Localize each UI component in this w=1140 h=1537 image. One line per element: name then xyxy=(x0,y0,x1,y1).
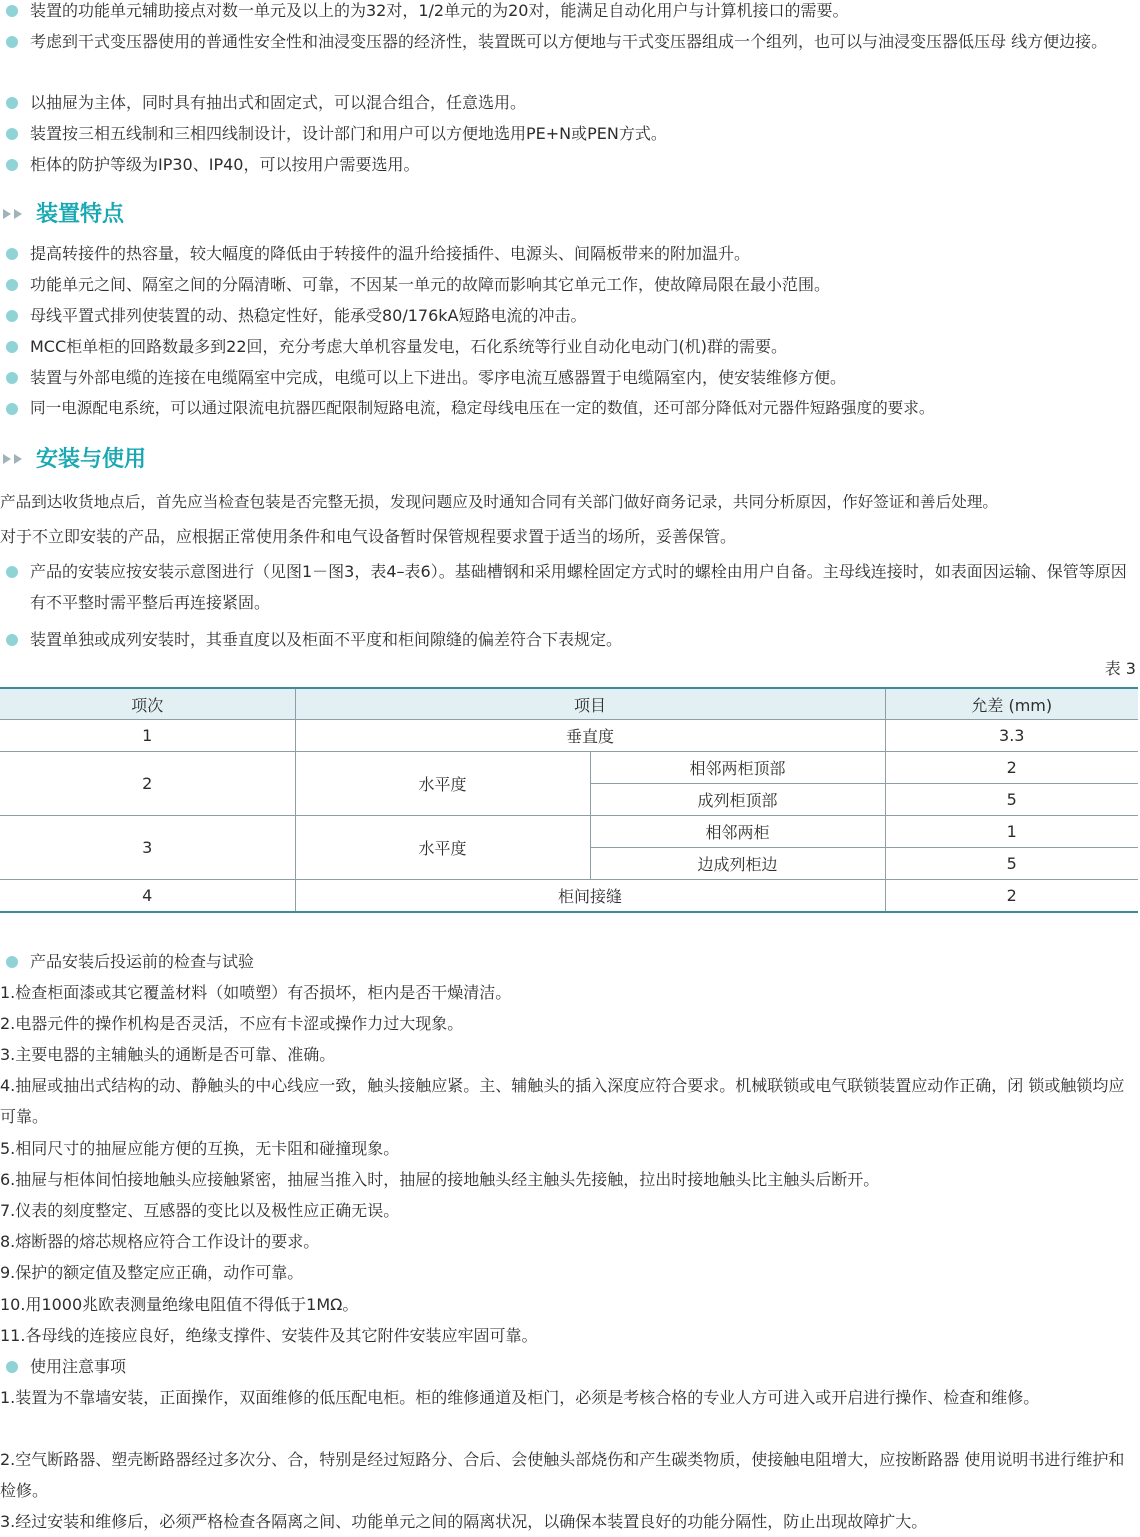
checks-title: 产品安装后投运前的检查与试验 xyxy=(0,946,1140,977)
table-cell: 相邻两柜 xyxy=(590,816,885,848)
intro-bullet: 考虑到干式变压器使用的普通性安全性和油浸变压器的经济性，装置既可以方便地与干式变压器组成一个组列，也可以与油浸变压器低压母 线方便边接。 xyxy=(0,26,1140,57)
circle-bullet-icon xyxy=(6,1361,18,1373)
table-header: 项次 xyxy=(0,688,295,720)
table-cell: 边成列柜边 xyxy=(590,848,885,880)
table-cell: 成列柜顶部 xyxy=(590,784,885,816)
circle-bullet-icon xyxy=(6,97,18,109)
circle-bullet-icon xyxy=(6,5,18,17)
check-item: 7.仪表的刻度整定、互感器的变比以及极性应正确无误。 xyxy=(0,1201,400,1220)
check-item: 1.检查柜面漆或其它覆盖材料（如喷塑）有否损坏，柜内是否干燥清洁。 xyxy=(0,983,512,1002)
check-item: 11.各母线的连接应良好，绝缘支撑件、安装件及其它附件安装应牢固可靠。 xyxy=(0,1326,538,1345)
circle-bullet-icon xyxy=(6,279,18,291)
check-item: 3.主要电器的主辅触头的通断是否可靠、准确。 xyxy=(0,1045,336,1064)
table-header: 项目 xyxy=(295,688,885,720)
feature-bullet: 母线平置式排列使装置的动、热稳定性好，能承受80/176kA短路电流的冲击。 xyxy=(0,300,1140,331)
double-triangle-arrow-icon xyxy=(0,443,36,475)
circle-bullet-icon xyxy=(6,310,18,322)
table-cell: 柜间接缝 xyxy=(295,880,885,913)
table-cell: 5 xyxy=(885,848,1138,880)
table-cell: 水平度 xyxy=(295,816,590,880)
feature-bullet: 装置与外部电缆的连接在电缆隔室中完成，电缆可以上下进出。零序电流互感器置于电缆隔室内，使安装维修方便。 xyxy=(0,362,1140,393)
circle-bullet-icon xyxy=(6,634,18,646)
table-cell: 5 xyxy=(885,784,1138,816)
circle-bullet-icon xyxy=(6,956,18,968)
install-bullet: 装置单独或成列安装时，其垂直度以及柜面不平度和柜间隙缝的偏差符合下表规定。 xyxy=(0,624,1140,655)
check-item: 5.相同尺寸的抽屉应能方便的互换，无卡阻和碰撞现象。 xyxy=(0,1139,400,1158)
notes-title: 使用注意事项 xyxy=(0,1351,1140,1382)
table-cell: 2 xyxy=(0,752,295,816)
note-item: 2.空气断路器、塑壳断路器经过多次分、合，特别是经过短路分、合后、会使触头部烧伤和产生碳类物质，使接触电阻增大，应按断路器 使用说明书进行维护和检修。 xyxy=(0,1450,1125,1500)
note-item: 3.经过安装和维修后，必须严格检查各隔离之间、功能单元之间的隔离状况，以确保本装置良好的功能分隔性，防止出现故障扩大。 xyxy=(0,1512,928,1531)
table-row xyxy=(0,880,1138,913)
table-cell: 1 xyxy=(885,816,1138,848)
table-cell: 4 xyxy=(0,880,295,913)
feature-bullet: 提高转接件的热容量，较大幅度的降低由于转接件的温升给接插件、电源头、间隔板带来的附加温升。 xyxy=(0,238,1140,269)
table-cell: 相邻两柜顶部 xyxy=(590,752,885,784)
section-heading-features: 装置特点 xyxy=(0,199,124,231)
table-header: 允差 (mm) xyxy=(885,688,1138,720)
double-triangle-arrow-icon xyxy=(0,198,36,230)
install-bullet: 产品的安装应按安装示意图进行（见图1－图3，表4–表6）。基础槽钢和采用螺栓固定方式时的螺栓由用户自备。主母线连接时，如表面因运输、保管等原因有不平整时需平整后再连接紧固。 xyxy=(0,556,1140,618)
circle-bullet-icon xyxy=(6,403,18,415)
note-item: 1.装置为不靠墙安装，正面操作，双面维修的低压配电柜。柜的维修通道及柜门，必须是考核合格的专业人方可进入或开启进行操作、检查和维修。 xyxy=(0,1388,1040,1407)
circle-bullet-icon xyxy=(6,341,18,353)
intro-bullet: 装置的功能单元辅助接点对数一单元及以上的为32对，1/2单元的为20对，能满足自动化用户与计算机接口的需要。 xyxy=(0,0,1140,26)
table-cell: 2 xyxy=(885,752,1138,784)
check-item: 6.抽屉与柜体间怕接地触头应接触紧密，抽屉当推入时，抽屉的接地触头经主触头先接触，拉出时接地触头比主触头后断开。 xyxy=(0,1170,880,1189)
circle-bullet-icon xyxy=(6,372,18,384)
install-paragraph: 产品到达收货地点后，首先应当检查包装是否完整无损，发现问题应及时通知合同有关部门做好商务记录，共同分析原因，作好签证和善后处理。 xyxy=(0,493,999,511)
table-cell: 3.3 xyxy=(885,720,1138,752)
table-cell: 1 xyxy=(0,720,295,752)
table-row xyxy=(0,816,1138,848)
circle-bullet-icon xyxy=(6,159,18,171)
check-item: 2.电器元件的操作机构是否灵活，不应有卡涩或操作力过大现象。 xyxy=(0,1014,464,1033)
table-caption: 表 3 xyxy=(1104,659,1136,678)
install-paragraph: 对于不立即安装的产品，应根据正常使用条件和电气设备暂时保管规程要求置于适当的场所，妥善保管。 xyxy=(0,527,737,546)
feature-bullet: 功能单元之间、隔室之间的分隔清晰、可靠，不因某一单元的故障而影响其它单元工作，使故障局限在最小范围。 xyxy=(0,269,1140,300)
intro-bullet: 以抽屉为主体，同时具有抽出式和固定式，可以混合组合，任意选用。 xyxy=(0,87,1140,118)
intro-bullet: 柜体的防护等级为IP30、IP40，可以按用户需要选用。 xyxy=(0,149,1140,180)
table-cell: 水平度 xyxy=(295,752,590,816)
check-item: 10.用1000兆欧表测量绝缘电阻值不得低于1MΩ。 xyxy=(0,1295,359,1314)
table-row xyxy=(0,752,1138,784)
tolerance-table xyxy=(0,687,1138,913)
circle-bullet-icon xyxy=(6,566,18,578)
table-cell: 2 xyxy=(885,880,1138,913)
feature-bullet: 同一电源配电系统，可以通过限流电抗器匹配限制短路电流，稳定母线电压在一定的数值，还可部分降低对元器件短路强度的要求。 xyxy=(0,393,1140,424)
circle-bullet-icon xyxy=(6,128,18,140)
check-item: 4.抽屉或抽出式结构的动、静触头的中心线应一致，触头接触应紧。主、辅触头的插入深度应符合要求。机械联锁或电气联锁装置应动作正确，闭 锁或触锁均应可靠。 xyxy=(0,1076,1125,1126)
feature-bullet: MCC柜单柜的回路数最多到22回，充分考虑大单机容量发电，石化系统等行业自动化电动门(机)群的需要。 xyxy=(0,331,1140,362)
table-header-row xyxy=(0,688,1138,720)
table-row xyxy=(0,720,1138,752)
circle-bullet-icon xyxy=(6,248,18,260)
intro-bullet: 装置按三相五线制和三相四线制设计，设计部门和用户可以方便地选用PE+N或PEN方式。 xyxy=(0,118,1140,149)
table-cell: 垂直度 xyxy=(295,720,885,752)
check-item: 9.保护的额定值及整定应正确，动作可靠。 xyxy=(0,1263,304,1282)
table-cell: 3 xyxy=(0,816,295,880)
circle-bullet-icon xyxy=(6,36,18,48)
section-heading-install: 安装与使用 xyxy=(0,444,146,476)
check-item: 8.熔断器的熔芯规格应符合工作设计的要求。 xyxy=(0,1232,320,1251)
